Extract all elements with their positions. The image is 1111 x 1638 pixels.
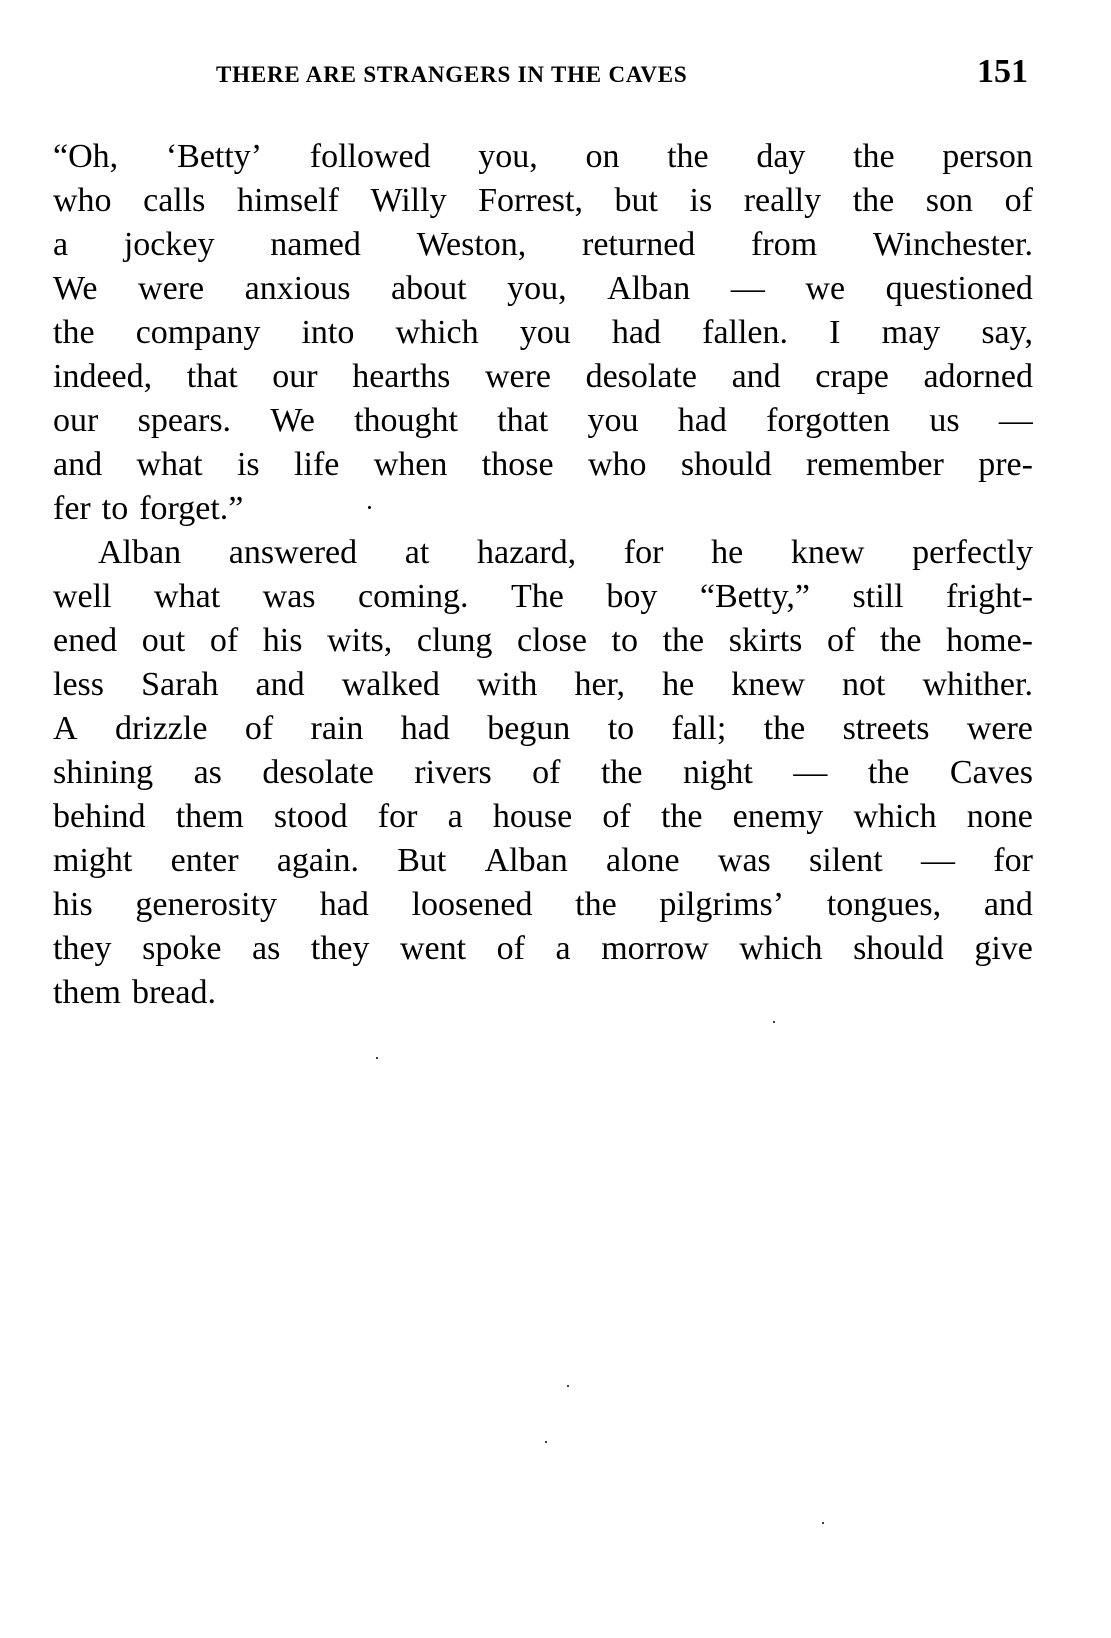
text-line: shining as desolate rivers of the night — the Caves: [53, 754, 1033, 791]
page-number: 151: [977, 53, 1028, 90]
running-title: THERE ARE STRANGERS IN THE CAVES: [216, 62, 688, 87]
text-line: A drizzle of rain had begun to fall; the streets were: [53, 710, 1033, 747]
text-line: fer to forget.”: [53, 490, 244, 527]
text-line: our spears. We thought that you had forgotten us —: [53, 402, 1033, 439]
text-line: they spoke as they went of a morrow which should give: [53, 930, 1033, 967]
text-line: them bread.: [53, 974, 216, 1011]
print-speck: [773, 1021, 775, 1023]
text-line: ened out of his wits, clung close to the skirts of the home-: [53, 622, 1033, 659]
print-speck: [545, 1441, 547, 1443]
print-speck: [376, 1057, 378, 1059]
body-text: [53, 135, 1033, 1015]
text-line: his generosity had loosened the pilgrims’ tongues, and: [53, 886, 1033, 923]
print-speck: [368, 506, 371, 509]
text-line: Alban answered at hazard, for he knew perfectly: [98, 534, 1033, 571]
text-line: well what was coming. The boy “Betty,” still fright-: [53, 578, 1033, 615]
text-line: who calls himself Willy Forrest, but is really the son of: [53, 182, 1033, 219]
text-line: the company into which you had fallen. I may say,: [53, 314, 1033, 351]
paragraph: [53, 531, 1033, 1015]
text-line: “Oh, ‘Betty’ followed you, on the day the person: [53, 138, 1033, 175]
text-line: might enter again. But Alban alone was silent — for: [53, 842, 1033, 879]
running-head: [0, 49, 1111, 101]
text-line: less Sarah and walked with her, he knew not whither.: [53, 666, 1033, 703]
paragraph: [53, 135, 1033, 531]
print-speck: [822, 1522, 824, 1524]
text-line: and what is life when those who should remember pre-: [53, 446, 1033, 483]
print-speck: [567, 1385, 569, 1387]
text-line: a jockey named Weston, returned from Winchester.: [53, 226, 1033, 263]
text-line: indeed, that our hearths were desolate and crape adorned: [53, 358, 1033, 395]
text-line: We were anxious about you, Alban — we questioned: [53, 270, 1033, 307]
text-line: behind them stood for a house of the enemy which none: [53, 798, 1033, 835]
